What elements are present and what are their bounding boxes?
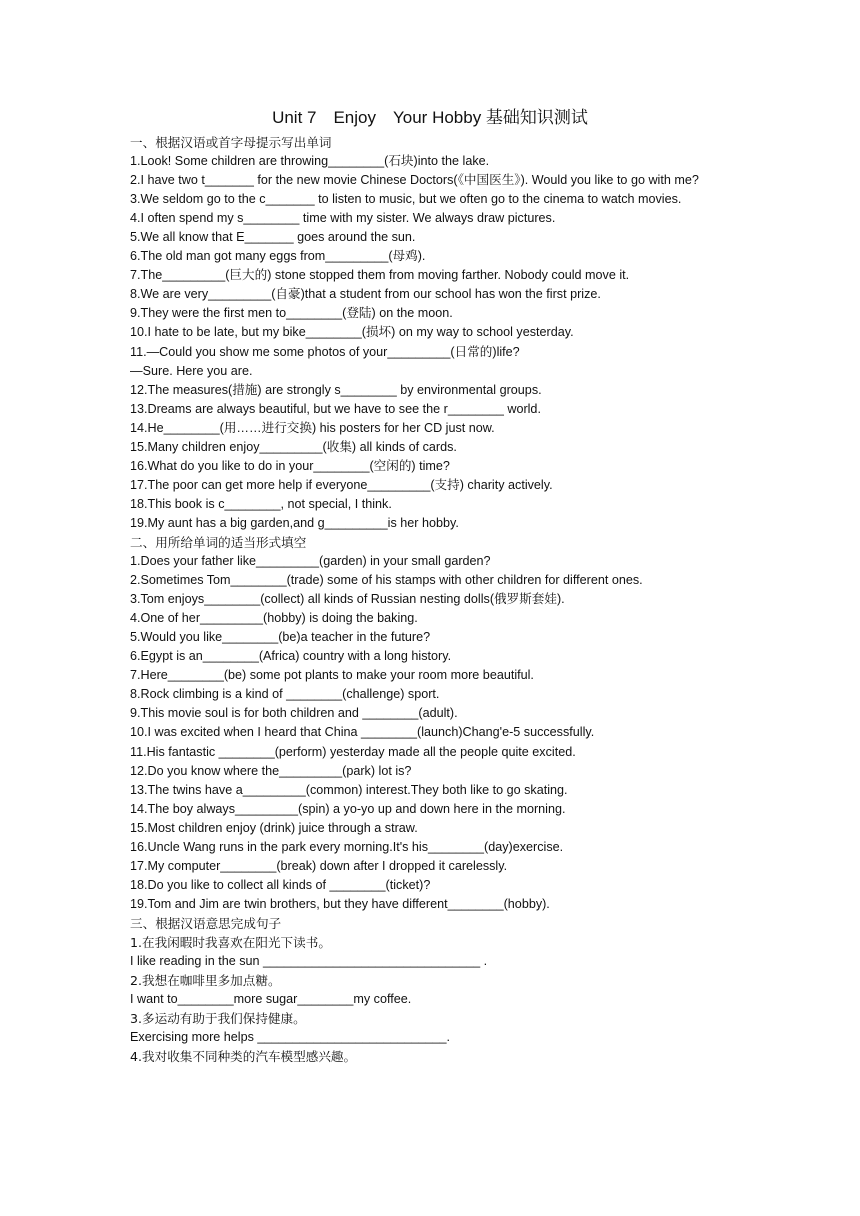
question-item: 4.I often spend my s________ time with my sister. We always draw pictures.: [130, 211, 556, 226]
question-item: 16.Uncle Wang runs in the park every morning.It's his________(day)exercise.: [130, 839, 564, 854]
question-item: 7.Here________(be) some pot plants to make your room more beautiful.: [130, 668, 534, 683]
section-3-heading: 三、根据汉语意思完成句子: [130, 915, 282, 931]
question-item: 9.This movie soul is for both children and ________(adult).: [130, 706, 458, 721]
question-item: 6.The old man got many eggs from_________(母鸡).: [130, 249, 426, 264]
question-item: 14.The boy always_________(spin) a yo-yo up and down here in the morning.: [130, 801, 566, 816]
question-item: 3.Tom enjoys________(collect) all kinds of Russian nesting dolls(俄罗斯套娃).: [130, 592, 565, 607]
section-1-heading: 一、根据汉语或首字母提示写出单词: [130, 135, 332, 150]
question-item: 17.My computer________(break) down after I dropped it carelessly.: [130, 858, 508, 873]
question-item: 12.The measures(措施) are strongly s________ by environmental groups.: [130, 382, 542, 397]
question-item: 10.I hate to be late, but my bike________(损坏) on my way to school yesterday.: [130, 325, 574, 340]
question-item: 1.Look! Some children are throwing________(石块)into the lake.: [130, 154, 490, 169]
question-item: 14.He________(用……进行交换) his posters for her CD just now.: [130, 420, 495, 435]
question-item: 9.They were the first men to________(登陆) on the moon.: [130, 306, 453, 321]
question-item: 13.Dreams are always beautiful, but we have to see the r________ world.: [130, 401, 541, 416]
question-item: 1.Does your father like_________(garden) in your small garden?: [130, 554, 491, 569]
question-item: 17.The poor can get more help if everyone_________(支持) charity actively.: [130, 477, 553, 492]
question-item: 8.We are very_________(自豪)that a student from our school has won the first prize.: [130, 287, 601, 302]
question-item: 4.One of her_________(hobby) is doing the baking.: [130, 611, 418, 626]
question-item: 11.—Could you show me some photos of your_________(日常的)life?: [130, 344, 520, 359]
question-item: 8.Rock climbing is a kind of ________(challenge) sport.: [130, 687, 440, 702]
worksheet-content: [130, 106, 730, 1066]
question-item: 4.我对收集不同种类的汽车模型感兴趣。: [130, 1049, 357, 1065]
question-item: 16.What do you like to do in your________(空闲的) time?: [130, 458, 450, 473]
answer-line: Exercising more helps ___________________________.: [130, 1030, 450, 1045]
page-title: Unit 7 Enjoy Your Hobby 基础知识测试: [272, 108, 588, 127]
question-item: 3.多运动有助于我们保持健康。: [130, 1011, 306, 1027]
question-item: —Sure. Here you are.: [130, 363, 253, 378]
question-item: 13.The twins have a_________(common) interest.They both like to go skating.: [130, 782, 568, 797]
question-item: 5.Would you like________(be)a teacher in the future?: [130, 630, 431, 645]
question-item: 15.Most children enjoy (drink) juice through a straw.: [130, 820, 418, 835]
question-item: 5.We all know that E_______ goes around the sun.: [130, 230, 416, 245]
question-item: 19.My aunt has a big garden,and g_________is her hobby.: [130, 515, 459, 530]
answer-line: I want to________more sugar________my coffee.: [130, 992, 412, 1007]
question-item: 2.我想在咖啡里多加点糖。: [130, 973, 281, 989]
answer-line: I like reading in the sun _______________________________ .: [130, 954, 488, 969]
question-item: 2.Sometimes Tom________(trade) some of his stamps with other children for different ones.: [130, 573, 643, 588]
question-item: 11.His fantastic ________(perform) yesterday made all the people quite excited.: [130, 744, 576, 759]
question-item: 19.Tom and Jim are twin brothers, but they have different________(hobby).: [130, 896, 550, 911]
section-2-heading: 二、用所给单词的适当形式填空: [130, 534, 307, 550]
question-item: 7.The_________(巨大的) stone stopped them from moving farther. Nobody could move it.: [130, 268, 630, 283]
question-item: 3.We seldom go to the c_______ to listen to music, but we often go to the cinema to watch movies.: [130, 192, 682, 207]
question-item: 10.I was excited when I heard that China ________(launch)Chang'e-5 successfully.: [130, 725, 595, 740]
question-item: 12.Do you know where the_________(park) lot is?: [130, 763, 412, 778]
question-item: 2.I have two t_______ for the new movie Chinese Doctors(《中国医生》). Would you like to go with me?: [130, 173, 699, 188]
question-item: 15.Many children enjoy_________(收集) all kinds of cards.: [130, 439, 457, 454]
question-item: 6.Egypt is an________(Africa) country with a long history.: [130, 649, 452, 664]
question-item: 18.Do you like to collect all kinds of ________(ticket)?: [130, 877, 431, 892]
question-item: 18.This book is c________, not special, I think.: [130, 496, 392, 511]
question-item: 1.在我闲暇时我喜欢在阳光下读书。: [130, 934, 331, 950]
